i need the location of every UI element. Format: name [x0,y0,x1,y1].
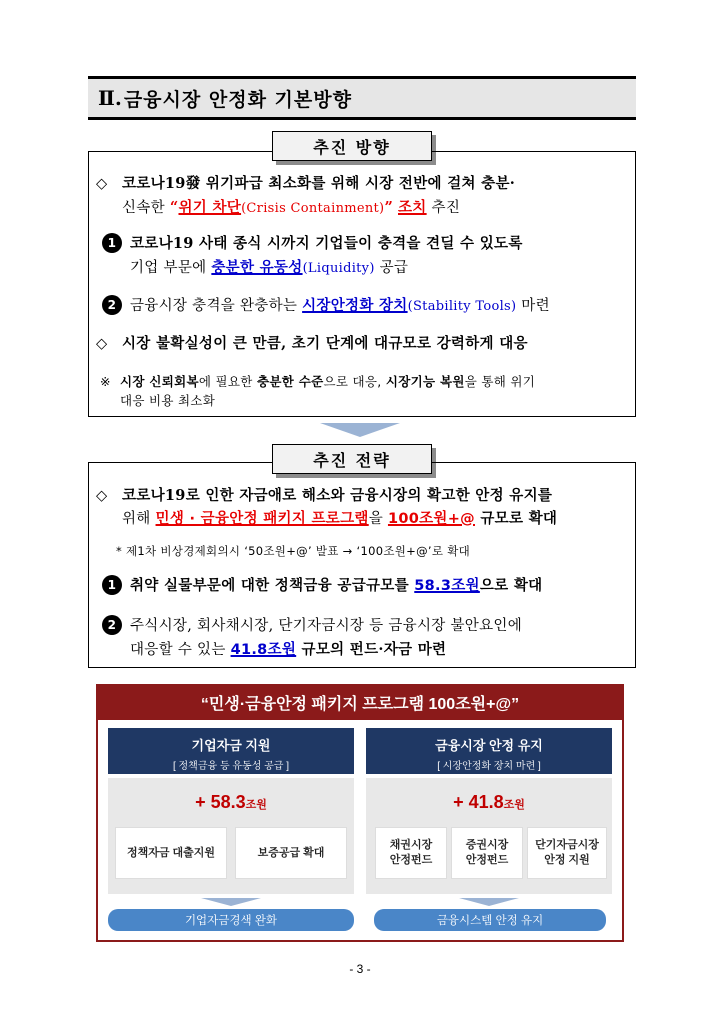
strategy-line-4: 1 취약 실물부문에 대한 정책금융 공급규모를 58.3조원으로 확대 [102,574,542,595]
direction-line-1: ◇ 코로나19發 위기파급 최소화를 위해 시장 전반에 걸쳐 충분· [96,175,516,192]
section-number: Ⅱ. [98,86,122,110]
strategy-line-6: 대응할 수 있는 41.8조원 규모의 펀드·자금 마련 [130,641,447,658]
direction-line-3: 1 코로나19 사태 종식 시까지 기업들이 충격을 견딜 수 있도록 [102,232,523,253]
direction-line-5: 2 금융시장 충격을 완충하는 시장안정화 장치(Stability Tools) 마련 [102,294,550,315]
strategy-tab: 추진 전략 [272,444,432,474]
page-number: - 3 - [349,962,371,976]
right-card-3: 단기자금시장 안정 지원 [528,828,606,878]
left-card-2: 보증공급 확대 [236,828,346,878]
right-card-1: 채권시장 안정펀드 [376,828,446,878]
section-title: 금융시장 안정화 기본방향 [123,88,352,111]
section-header [88,76,636,120]
left-column-subtitle: [ 정책금융 등 유동성 공급 ] [172,761,290,772]
left-column-title: 기업자금 지원 [191,738,271,753]
number-badge-1: 1 [102,575,122,595]
direction-note-1: ※ 시장 신뢰회복에 필요한 충분한 수준으로 대응, 시장기능 복원을 통해 위기 [100,374,536,389]
number-badge-2: 2 [102,295,122,315]
down-arrow-icon [201,898,261,906]
strategy-line-1: ◇ 코로나19로 인한 자금애로 해소와 금융시장의 확고한 안정 유지를 [96,487,553,504]
strategy-note: * 제1차 비상경제회의시 ‘50조원+@’ 발표 → ‘100조원+@’로 확대 [116,544,471,558]
left-column-header [108,728,354,774]
direction-line-4: 기업 부문에 충분한 유동성(Liquidity) 공급 [130,260,409,276]
direction-line-2: 신속한 “위기 차단(Crisis Containment)” 조치 추진 [122,199,461,216]
number-badge-1: 1 [102,233,122,253]
right-result: 금융시스템 안정 유지 [374,909,606,931]
direction-tab: 추진 방향 [272,131,432,161]
right-column-title: 금융시장 안정 유지 [435,738,543,753]
strategy-line-2: 위해 민생 · 금융안정 패키지 프로그램을 100조원+@ 규모로 확대 [122,510,558,527]
left-amount: + 58.3조원 [195,792,267,812]
left-card-1: 정책자금 대출지원 [116,828,226,878]
right-card-2: 증권시장 안정펀드 [452,828,522,878]
direction-line-6: ◇ 시장 불확실성이 큰 만큼, 초기 단계에 대규모로 강력하게 대응 [96,335,528,352]
down-arrow-icon [459,898,519,906]
down-arrow-icon [320,423,400,437]
strategy-line-5: 2 주식시장, 회사채시장, 단기자금시장 등 금융시장 불안요인에 [102,614,522,635]
right-column-header [366,728,612,774]
right-column-subtitle: [ 시장안정화 장치 마련 ] [437,761,541,772]
left-result: 기업자금경색 완화 [108,909,354,931]
right-amount: + 41.8조원 [453,792,525,812]
program-title: “민생·금융안정 패키지 프로그램 100조원+@” [96,684,624,720]
number-badge-2: 2 [102,615,122,635]
direction-note-2: 대응 비용 최소화 [120,393,216,408]
